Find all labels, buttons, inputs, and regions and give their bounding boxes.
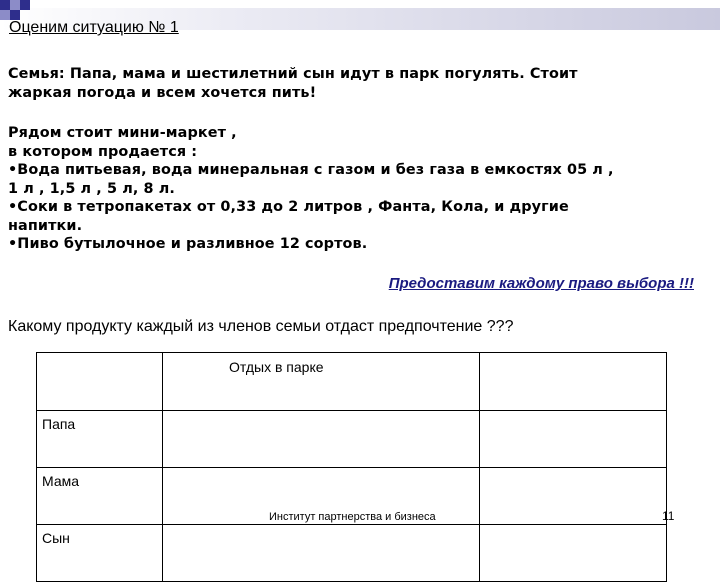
slide-title: Оценим ситуацию № 1 [9,19,179,36]
bullet-line: 1 л , 1,5 л , 5 л, 8 л. [8,180,175,197]
paragraph-line: Семья: Папа, мама и шестилетний сын идут в парк погулять. Стоит [8,66,578,82]
table-header-row [37,353,667,411]
bullet-line: •Вода питьевая, вода минеральная с газом и без газа в емкостях 05 л , [8,162,614,178]
bullet-line: •Пиво бутылочное и разливное 12 сортов. [8,236,368,252]
table-row [37,525,667,582]
table-cell [480,468,667,525]
intro-line: в котором продается : [8,143,198,160]
bullet-line: напитки. [8,217,83,234]
bullet-line: •Соки в тетропакетах от 0,33 до 2 литров , Фанта, Кола, и другие [8,199,569,215]
table-row [37,411,667,468]
table-cell [480,353,667,411]
corner-square-dark [20,0,30,10]
table-cell [480,525,667,582]
table-cell [163,525,480,582]
paragraph-line: жаркая погода и всем хочется пить! [8,84,317,101]
question-text: Какому продукту каждый из членов семьи отдаст предпочтение ??? [8,318,514,335]
table-header-cell [163,353,480,411]
market-description [8,124,614,254]
corner-square-light [10,0,20,10]
table-cell [163,411,480,468]
callout-text: Предоставим каждому право выбора !!! [388,275,694,292]
corner-square-dark [0,0,10,10]
preference-table [36,352,667,582]
page-number: 11 [662,509,675,523]
row-label: Сын [37,525,163,582]
table-cell [480,411,667,468]
row-label: Мама [37,468,163,525]
situation-paragraph [8,65,578,102]
table-header-label: Отдых в парке [229,359,324,375]
footer-institute: Институт партнерства и бизнеса [269,511,436,523]
intro-line: Рядом стоит мини-маркет , [8,125,237,141]
table-cell [37,353,163,411]
row-label: Папа [37,411,163,468]
